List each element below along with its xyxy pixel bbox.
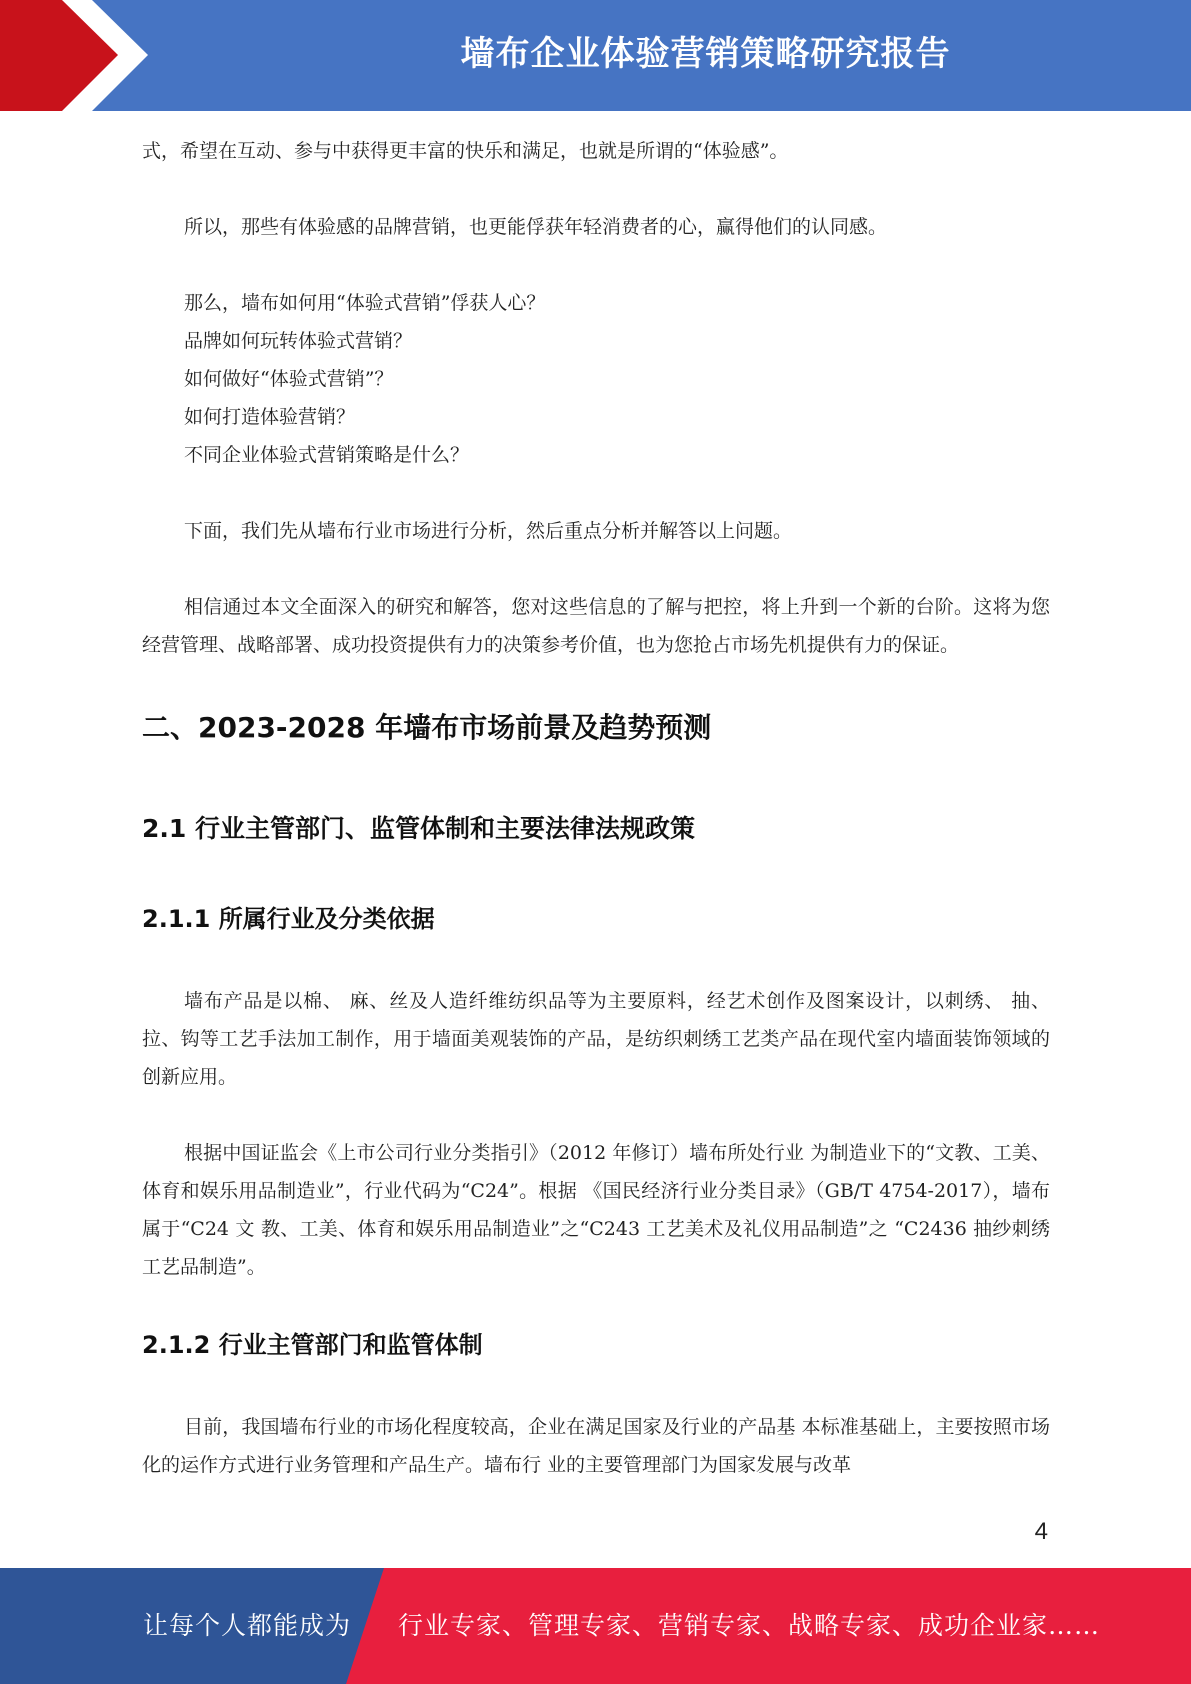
subsubsection-heading: 2.1.2 行业主管部门和监管体制: [142, 1331, 483, 1359]
page-number: 4: [1034, 1518, 1048, 1545]
section-heading: 二、2023-2028 年墙布市场前景及趋势预测: [142, 711, 712, 744]
footer-slogan-right: 行业专家、管理专家、营销专家、战略专家、成功企业家……: [398, 1611, 1101, 1640]
question-item: 如何做好“体验式营销”？: [184, 368, 394, 390]
header-arrow-icon: [0, 0, 160, 111]
paragraph-intro-tail: 式，希望在互动、参与中获得更丰富的快乐和满足，也就是所谓的“体验感”。: [142, 140, 789, 162]
paragraph-product: 墙布产品是以棉、 麻、丝及人造纤维纺织品等为主要原料，经艺术创作及图案设计，以刺绣、 抽、拉、钩等工艺手法加工制作，用于墙面美观装饰的产品，是纺织刺绣工艺类产品在现代室内墙面装饰领域的创新应用。: [142, 990, 1050, 1088]
subsection-heading: 2.1 行业主管部门、监管体制和主要法律法规政策: [142, 814, 695, 843]
document-title: 墙布企业体验营销策略研究报告: [460, 34, 951, 74]
question-item: 品牌如何玩转体验式营销？: [184, 330, 413, 352]
paragraph-next: 下面，我们先从墙布行业市场进行分析，然后重点分析并解答以上问题。: [184, 520, 793, 542]
subsubsection-heading: 2.1.1 所属行业及分类依据: [142, 905, 435, 933]
header-bar: [0, 0, 1191, 111]
paragraph-classification: 根据中国证监会《上市公司行业分类指引》（2012 年修订）墙布所处行业 为制造业下的“文教、工美、体育和娱乐用品制造业”，行业代码为“C24”。根据 《国民经济行业分类目录》（GB/T 4754-2017），墙布属于“C24 文 教、工美、体育和娱乐用品制造业”之“C243 工艺美术及礼仪用品制造”之 “C2436 抽纱刺绣工艺品制造”。: [142, 1142, 1050, 1278]
question-item: 那么，墙布如何用“体验式营销”俘获人心？: [184, 292, 546, 314]
paragraph-believe: 相信通过本文全面深入的研究和解答，您对这些信息的了解与把控，将上升到一个新的台阶。这将为您经营管理、战略部署、成功投资提供有力的决策参考价值，也为您抢占市场先机提供有力的保证。: [142, 596, 1050, 656]
page-content: [142, 132, 1050, 1484]
footer-slogan-left: 让每个人都能成为: [143, 1611, 352, 1640]
footer-bar: [0, 1568, 1191, 1684]
question-item: 如何打造体验营销？: [184, 406, 356, 428]
paragraph-current: 目前，我国墙布行业的市场化程度较高，企业在满足国家及行业的产品基 本标准基础上，主要按照市场化的运作方式进行业务管理和产品生产。墙布行 业的主要管理部门为国家发展与改革: [142, 1416, 1050, 1476]
paragraph-brand: 所以，那些有体验感的品牌营销，也更能俘获年轻消费者的心，赢得他们的认同感。: [184, 216, 888, 238]
question-item: 不同企业体验式营销策略是什么？: [184, 444, 470, 466]
